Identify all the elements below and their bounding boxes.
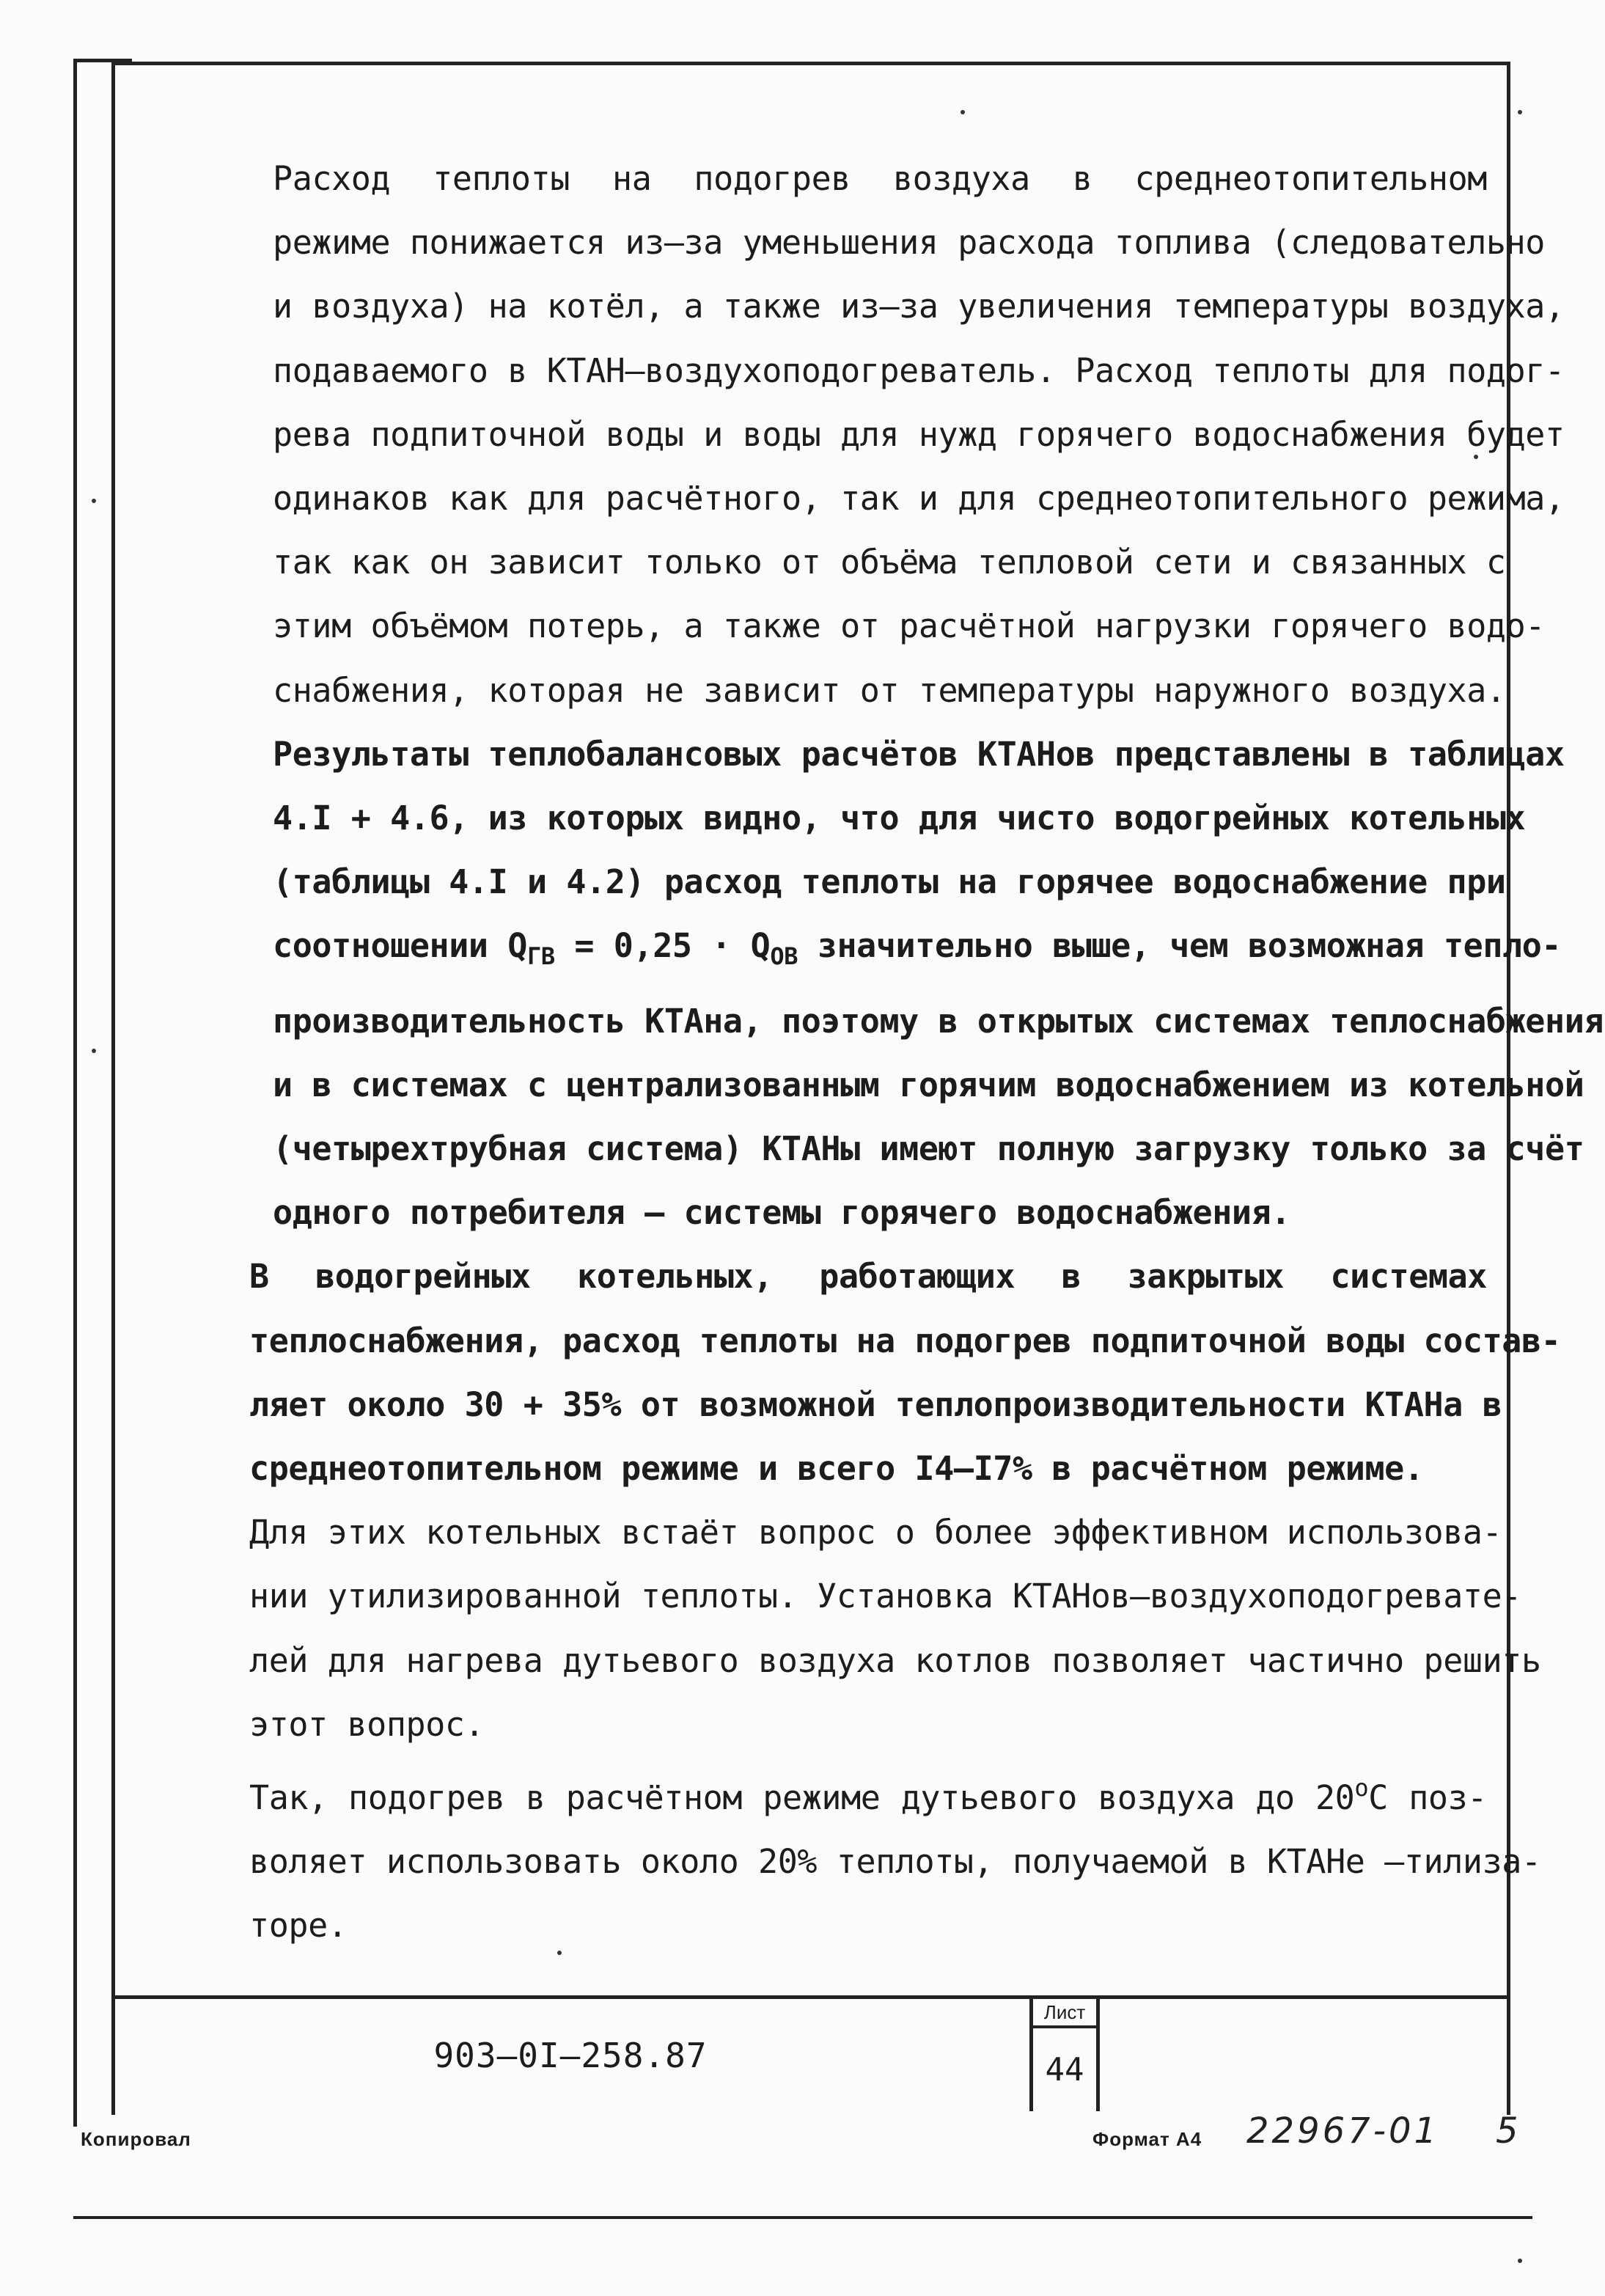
footer-format: Формат А4 — [1092, 2128, 1202, 2150]
text-line: среднеотопительном режиме и всего I4–I7% в расчётном режиме. — [249, 1449, 1424, 1489]
text-line: теплоснабжения, расход теплоты на подогрев подпиточной воды состав- — [249, 1321, 1561, 1360]
degree-sign: о — [1354, 1774, 1369, 1802]
scan-speck — [961, 110, 965, 114]
paragraph-2 — [153, 1244, 1561, 1500]
title-block — [111, 1995, 1510, 2111]
text-line: снабжения, которая не зависит от температуры наружного воздуха. — [273, 670, 1506, 710]
text-line: одинаков как для расчётного, так и для среднеотопительного режима, — [273, 479, 1565, 518]
formula-text-middle: = 0,25 · Q — [554, 926, 771, 966]
text-line: ляет около 30 + 35% от возможной теплопроизводительности КТАНа в — [249, 1384, 1502, 1424]
text-line: В водогрейных котельных, работающих в закрытых системах — [249, 1257, 1487, 1296]
formula-subscript-ov: ОВ — [770, 942, 798, 971]
text-line: так как он зависит только от объёма тепловой сети и связанных с — [273, 543, 1506, 582]
degree-text-after: С поз- — [1368, 1778, 1487, 1818]
scan-speck — [1518, 110, 1522, 114]
paragraph-4 — [153, 1756, 1541, 1958]
paragraph-1 — [153, 147, 1604, 1244]
text-line: Результаты теплобалансовых расчётов КТАНов представлены в таблицах — [273, 734, 1565, 774]
formula-text-after: значительно выше, чем возможная тепло- — [798, 926, 1562, 966]
scan-speck — [1474, 455, 1478, 459]
degree-text-before: Так, подогрев в расчётном режиме дутьевого воздуха до 20 — [249, 1778, 1355, 1818]
sheet-cell — [1029, 1999, 1100, 2111]
outer-margin-line — [73, 59, 77, 2127]
document-code: 903–0I–258.87 — [433, 2035, 708, 2075]
text-line: подаваемого в КТАН–воздухоподогреватель. Расход теплоты для подог- — [273, 351, 1565, 390]
scan-speck — [92, 499, 96, 503]
formula-text-before: соотношении Q — [273, 926, 527, 966]
text-line: Расход теплоты на подогрев воздуха в среднеотопительном — [273, 159, 1487, 198]
footer-copied-by: Копировал — [81, 2128, 191, 2150]
text-line: и в системах с централизованным горячим водоснабжением из котельной — [273, 1065, 1584, 1104]
text-line: 4.I + 4.6, из которых видно, что для чисто водогрейных котельных — [273, 799, 1526, 838]
inventory-number: 22967-01 — [1246, 2110, 1440, 2152]
paragraph-3 — [153, 1500, 1541, 1756]
formula-line — [153, 914, 1562, 989]
text-line: этот вопрос. — [249, 1704, 485, 1744]
text-line: лей для нагрева дутьевого воздуха котлов позволяет частично решить — [249, 1640, 1541, 1680]
text-line: и воздуха) на котёл, а также из–за увеличения температуры воздуха, — [273, 287, 1565, 326]
sheet-label: Лист — [1033, 1999, 1096, 2028]
text-line: этим объёмом потерь, а также от расчётной нагрузки горячего водо- — [273, 606, 1545, 646]
text-line: рева подпиточной воды и воды для нужд горячего водоснабжения будет — [273, 414, 1565, 454]
text-line: одного потребителя – системы горячего водоснабжения. — [273, 1193, 1290, 1233]
formula-subscript-gv: ГВ — [527, 942, 555, 971]
corner-mark: 5 — [1496, 2110, 1518, 2152]
sheet-number: 44 — [1045, 2051, 1084, 2088]
scan-speck — [1518, 2259, 1522, 2263]
scan-speck — [557, 1951, 562, 1955]
text-line: торе. — [249, 1906, 348, 1945]
text-line: производительность КТАна, поэтому в открытых системах теплоснабжения — [273, 1001, 1604, 1041]
text-line: Для этих котельных встаёт вопрос о более эффективном использова- — [249, 1513, 1502, 1552]
text-line: (таблицы 4.I и 4.2) расход теплоты на горячее водоснабжение при — [273, 862, 1506, 902]
text-line: нии утилизированной теплоты. Установка КТАНов–воздухоподогревате- — [249, 1577, 1521, 1616]
scan-speck — [92, 1049, 96, 1053]
text-line: (четырехтрубная система) КТАНы имеют полную загрузку только за счёт — [273, 1129, 1584, 1169]
text-line: режиме понижается из–за уменьшения расхода топлива (следовательно — [273, 223, 1545, 263]
bottom-rule — [73, 2216, 1532, 2219]
degree-line — [153, 1756, 1487, 1830]
document-body — [153, 147, 1604, 1958]
text-line: воляет использовать около 20% теплоты, получаемой в КТАНе –тилиза- — [249, 1842, 1541, 1882]
